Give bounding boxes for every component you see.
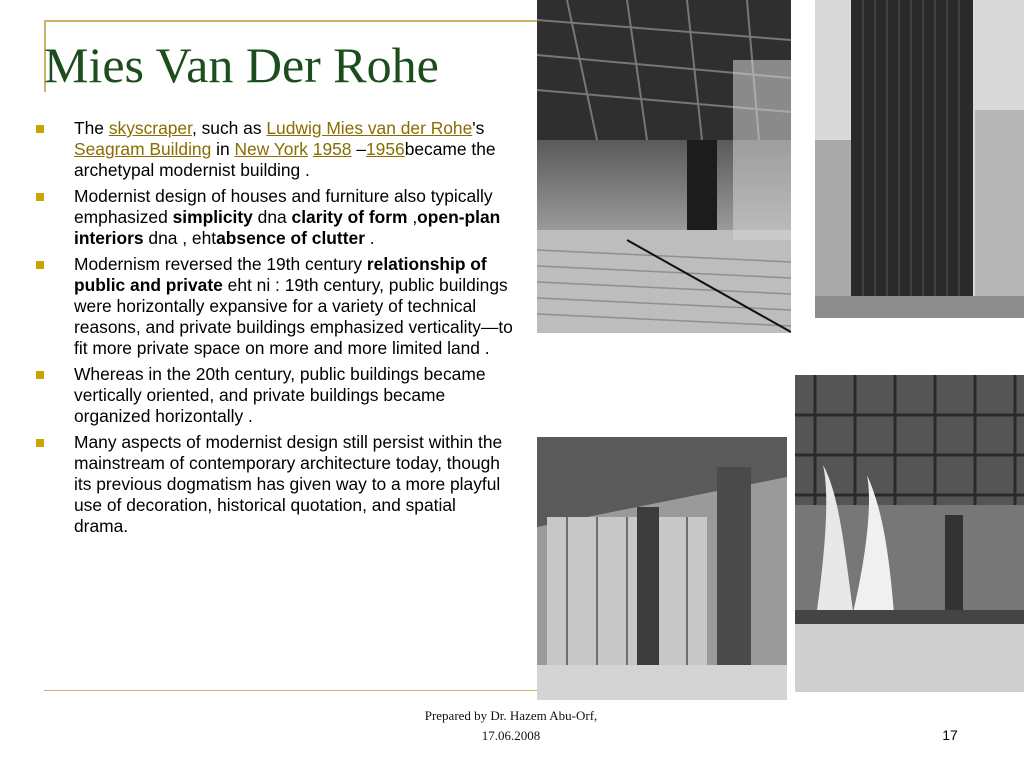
bullet-text: Whereas in the 20th century, public buildings became vertically oriented, and private buildings became organized horizontally . [74, 364, 486, 426]
bullet-marker-icon [36, 125, 44, 133]
bullet-text: Modernism reversed the 19th century [74, 254, 367, 274]
link-new-york[interactable]: New York [234, 139, 308, 159]
decorative-line-bottom [44, 690, 540, 691]
bullet-text: , such as [191, 118, 267, 138]
bold-text: relationship of public and private [74, 254, 487, 295]
bullet-text: Modernist design of houses and furniture also typically emphasized [74, 186, 493, 227]
slide-footer [380, 706, 642, 746]
photo-fountains-drawing [795, 375, 1024, 692]
bold-text: absence of clutter [216, 228, 365, 248]
photo-fountains [795, 375, 1024, 692]
photo-seagram-tower-drawing [815, 0, 1024, 318]
bullet-item-3 [34, 254, 514, 359]
photo-seagram-plaza-drawing [537, 0, 791, 333]
bullet-text: , [407, 207, 418, 227]
page-number: 17 [942, 727, 958, 743]
slide-title: Mies Van Der Rohe [44, 37, 439, 93]
bullet-list [34, 118, 514, 542]
bullet-item-5 [34, 432, 514, 537]
bullet-marker-icon [36, 261, 44, 269]
bullet-text: dna , eht [143, 228, 217, 248]
bullet-marker-icon [36, 193, 44, 201]
bullet-text: . [364, 228, 375, 248]
bullet-text: dna [252, 207, 292, 227]
bold-text: clarity of form [291, 207, 408, 227]
bullet-text: in [211, 139, 235, 159]
photo-lobby-interior [537, 437, 787, 700]
bold-text: open-plan interiors [74, 207, 501, 248]
link-ludwig-mies-van-der-rohe[interactable]: Ludwig Mies van der Rohe [266, 118, 473, 138]
bold-text: simplicity [172, 207, 253, 227]
bullet-text: The [74, 118, 109, 138]
decorative-line-top [44, 20, 554, 22]
footer-author: Prepared by Dr. Hazem Abu-Orf, [424, 708, 598, 723]
bullet-text: became the archetypal modernist building . [74, 139, 496, 180]
link-1958[interactable]: 1958 [312, 139, 352, 159]
footer-date: 17.06.2008 [481, 728, 541, 743]
bullet-marker-icon [36, 371, 44, 379]
link-skyscraper[interactable]: skyscraper [108, 118, 192, 138]
bullet-text: eht ni : 19th century, public buildings were horizontally expansive for a variety of technical reasons, and private buildings emphasized verticality—to fit more private space on more and more limited land . [74, 275, 513, 358]
link-seagram-building[interactable]: Seagram Building [74, 139, 212, 159]
bullet-marker-icon [36, 439, 44, 447]
photo-lobby-interior-drawing [537, 437, 787, 700]
bullet-item-1 [34, 118, 514, 181]
bullet-item-2 [34, 186, 514, 249]
photo-seagram-tower [815, 0, 1024, 318]
bullet-text: – [351, 139, 366, 159]
bullet-item-4 [34, 364, 514, 427]
photo-seagram-plaza [537, 0, 791, 333]
bullet-text: 's [472, 118, 485, 138]
link-1956[interactable]: 1956 [366, 139, 405, 159]
bullet-text: Many aspects of modernist design still persist within the mainstream of contemporary architecture today, though its previous dogmatism has given way to a more playful use of decoration, historical quotation, and spatial drama. [74, 432, 503, 536]
